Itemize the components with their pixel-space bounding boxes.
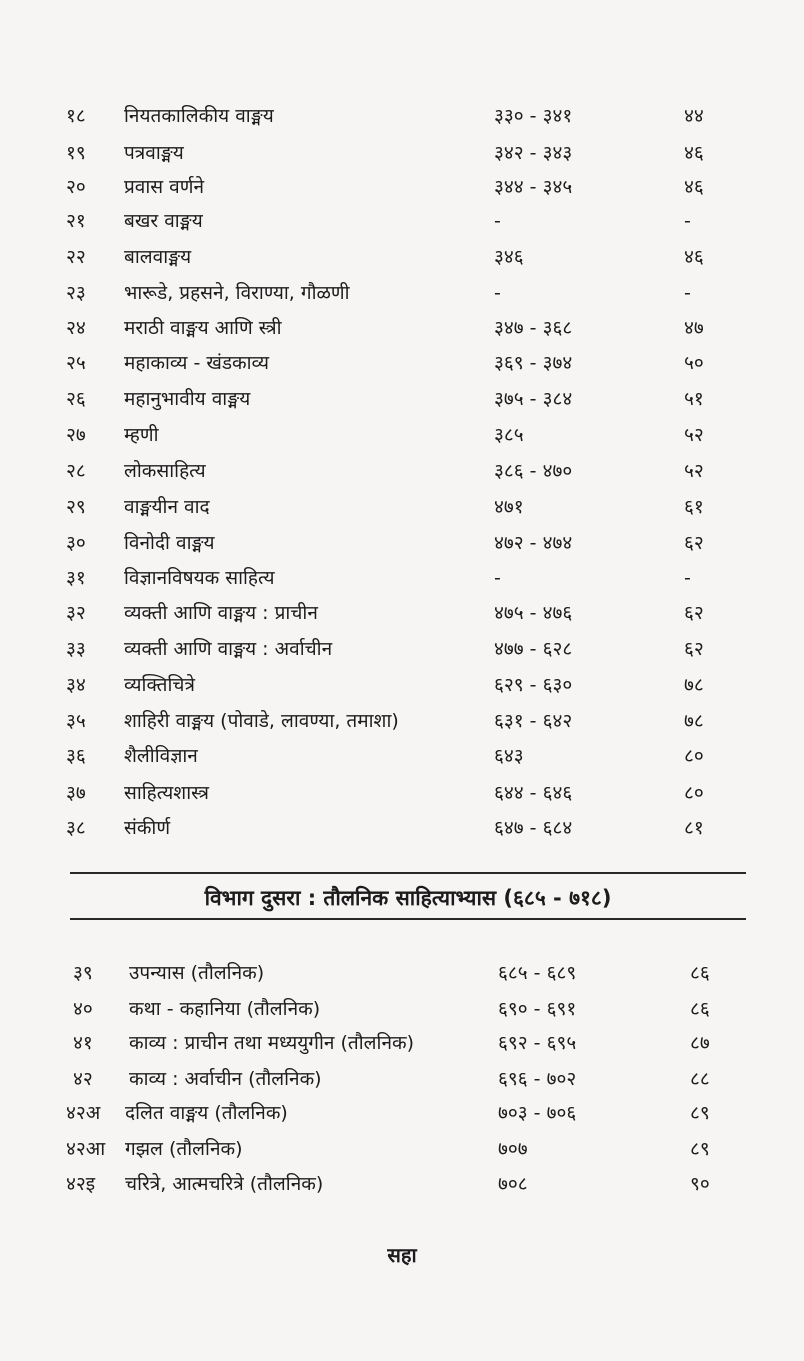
entry-page: ८१	[684, 817, 704, 839]
toc-row	[0, 170, 804, 204]
entry-page: ४७	[684, 317, 704, 339]
entry-title: लोकसाहित्य	[124, 460, 206, 482]
toc-row	[0, 382, 804, 416]
entry-range: ३४६	[494, 246, 524, 268]
toc-row	[0, 704, 804, 738]
entry-title: बखर वाङ्मय	[124, 210, 203, 232]
toc-row	[0, 1026, 804, 1060]
section-heading: विभाग दुसरा : तौलनिक साहित्याभ्यास (६८५ - ७१८)	[204, 886, 612, 910]
entry-page: ६२	[684, 638, 704, 660]
entry-range: ३८५	[494, 424, 524, 446]
toc-row	[0, 1096, 804, 1130]
entry-range: ६४३	[494, 745, 524, 767]
entry-title: साहित्यशास्त्र	[124, 782, 210, 804]
entry-range: ४७७ - ६२८	[494, 638, 573, 660]
entry-number: २१	[66, 210, 86, 232]
entry-number: ३४	[66, 674, 86, 696]
section-divider-bottom	[70, 918, 746, 920]
entry-title: व्यक्ती आणि वाङ्मय : प्राचीन	[124, 602, 318, 624]
entry-number: ४२इ	[66, 1173, 96, 1195]
entry-range: ६९० - ६९१	[498, 998, 577, 1020]
toc-row	[0, 1167, 804, 1201]
entry-title: मराठी वाङ्मय आणि स्त्री	[124, 317, 282, 339]
entry-title: शाहिरी वाङ्मय (पोवाडे, लावण्या, तमाशा)	[124, 710, 399, 732]
entry-title: म्हणी	[124, 424, 159, 446]
entry-title: दलित वाङ्मय (तौलनिक)	[125, 1102, 288, 1124]
page-footer: सहा	[387, 1243, 417, 1267]
entry-title: विज्ञानविषयक साहित्य	[124, 567, 275, 589]
entry-number: २५	[66, 352, 86, 374]
toc-row	[0, 240, 804, 274]
entry-page: ६२	[684, 532, 704, 554]
toc-row	[0, 311, 804, 345]
entry-range: ४७५ - ४७६	[494, 602, 573, 624]
toc-row	[0, 1132, 804, 1166]
entry-range: ६८५ - ६८९	[498, 962, 577, 984]
toc-row	[0, 776, 804, 810]
toc-row	[0, 596, 804, 630]
entry-number: २२	[66, 246, 86, 268]
toc-row	[0, 1062, 804, 1096]
entry-range: ४७१	[494, 496, 524, 518]
entry-number: १९	[66, 142, 86, 164]
entry-title: संकीर्ण	[124, 817, 171, 839]
toc-row	[0, 276, 804, 310]
entry-page: -	[684, 210, 691, 232]
entry-range: ३७५ - ३८४	[494, 388, 573, 410]
entry-page: ५०	[684, 352, 704, 374]
entry-number: १८	[66, 105, 86, 127]
entry-number: २३	[66, 282, 86, 304]
entry-number: ४०	[73, 998, 93, 1020]
entry-number: ३६	[66, 745, 86, 767]
entry-title: महानुभावीय वाङ्मय	[124, 388, 251, 410]
entry-number: २०	[66, 176, 86, 198]
entry-page: ८६	[690, 962, 710, 984]
toc-row	[0, 811, 804, 845]
entry-page: ५२	[684, 460, 704, 482]
entry-range: -	[494, 282, 501, 304]
toc-row	[0, 490, 804, 524]
entry-number: २९	[66, 496, 86, 518]
entry-title: कथा - कहानिया (तौलनिक)	[129, 998, 321, 1020]
entry-page: ७८	[684, 710, 704, 732]
section-divider-top	[70, 872, 746, 874]
toc-row	[0, 526, 804, 560]
entry-range: -	[494, 210, 501, 232]
entry-range: ७०८	[498, 1173, 528, 1195]
entry-page: -	[684, 567, 691, 589]
entry-page: ६१	[684, 496, 704, 518]
entry-range: ६९२ - ६९५	[498, 1032, 577, 1054]
entry-title: गझल (तौलनिक)	[125, 1138, 243, 1160]
entry-title: चरित्रे, आत्मचरित्रे (तौलनिक)	[125, 1173, 324, 1195]
entry-page: ८६	[690, 998, 710, 1020]
entry-range: ६३१ - ६४२	[494, 710, 573, 732]
entry-number: २७	[66, 424, 86, 446]
entry-number: ३८	[66, 817, 86, 839]
entry-range: ३६९ - ३७४	[494, 352, 573, 374]
entry-range: ३३० - ३४१	[494, 105, 573, 127]
entry-title: व्यक्तिचित्रे	[124, 674, 195, 696]
entry-page: ९०	[690, 1173, 710, 1195]
entry-range: ६४४ - ६४६	[494, 782, 573, 804]
entry-title: पत्रवाङ्मय	[124, 142, 184, 164]
entry-range: ७०३ - ७०६	[498, 1102, 577, 1124]
entry-title: नियतकालिकीय वाङ्मय	[124, 105, 274, 127]
entry-page: ५२	[684, 424, 704, 446]
entry-title: व्यक्ती आणि वाङ्मय : अर्वाचीन	[124, 638, 333, 660]
toc-row	[0, 99, 804, 133]
entry-page: ६२	[684, 602, 704, 624]
entry-number: ४२	[73, 1068, 93, 1090]
entry-number: ४२आ	[66, 1138, 106, 1160]
entry-title: महाकाव्य - खंडकाव्य	[124, 352, 270, 374]
entry-number: २६	[66, 388, 86, 410]
entry-number: ४२अ	[66, 1102, 101, 1124]
entry-range: -	[494, 567, 501, 589]
entry-title: वाङ्मयीन वाद	[124, 496, 210, 518]
toc-row	[0, 668, 804, 702]
entry-number: ३५	[66, 710, 86, 732]
toc-row	[0, 956, 804, 990]
toc-row	[0, 418, 804, 452]
entry-page: ४४	[684, 105, 704, 127]
toc-row	[0, 136, 804, 170]
entry-page: ८०	[684, 782, 704, 804]
entry-page: ५१	[684, 388, 704, 410]
entry-range: ६९६ - ७०२	[498, 1068, 577, 1090]
entry-title: उपन्यास (तौलनिक)	[129, 962, 265, 984]
entry-range: ६२९ - ६३०	[494, 674, 573, 696]
toc-row	[0, 561, 804, 595]
entry-number: ३७	[66, 782, 86, 804]
entry-page: ४६	[684, 176, 704, 198]
entry-number: ३०	[66, 532, 86, 554]
entry-range: ४७२ - ४७४	[494, 532, 573, 554]
entry-page: ७८	[684, 674, 704, 696]
entry-range: ३४४ - ३४५	[494, 176, 573, 198]
entry-number: ३९	[73, 962, 93, 984]
entry-page: ८९	[690, 1138, 710, 1160]
entry-range: ३८६ - ४७०	[494, 460, 573, 482]
toc-row	[0, 204, 804, 238]
entry-page: ८०	[684, 745, 704, 767]
entry-number: २८	[66, 460, 86, 482]
toc-row	[0, 739, 804, 773]
entry-title: काव्य : अर्वाचीन (तौलनिक)	[129, 1068, 322, 1090]
toc-row	[0, 454, 804, 488]
entry-page: ८८	[690, 1068, 710, 1090]
toc-row	[0, 346, 804, 380]
toc-row	[0, 632, 804, 666]
entry-range: ३४२ - ३४३	[494, 142, 573, 164]
entry-page: ४६	[684, 246, 704, 268]
entry-title: शैलीविज्ञान	[124, 745, 198, 767]
entry-range: ६४७ - ६८४	[494, 817, 573, 839]
entry-title: भारूडे, प्रहसने, विराण्या, गौळणी	[124, 282, 350, 304]
entry-number: २४	[66, 317, 86, 339]
entry-range: ३४७ - ३६८	[494, 317, 573, 339]
entry-number: ३१	[66, 567, 86, 589]
entry-number: ४१	[73, 1032, 93, 1054]
toc-row	[0, 992, 804, 1026]
entry-number: ३३	[66, 638, 86, 660]
entry-title: विनोदी वाङ्मय	[124, 532, 215, 554]
entry-title: काव्य : प्राचीन तथा मध्ययुगीन (तौलनिक)	[129, 1032, 415, 1054]
entry-page: -	[684, 282, 691, 304]
entry-page: ८७	[690, 1032, 710, 1054]
entry-title: बालवाङ्मय	[124, 246, 192, 268]
entry-page: ८९	[690, 1102, 710, 1124]
entry-title: प्रवास वर्णने	[124, 176, 205, 198]
entry-page: ४६	[684, 142, 704, 164]
entry-range: ७०७	[498, 1138, 528, 1160]
entry-number: ३२	[66, 602, 86, 624]
